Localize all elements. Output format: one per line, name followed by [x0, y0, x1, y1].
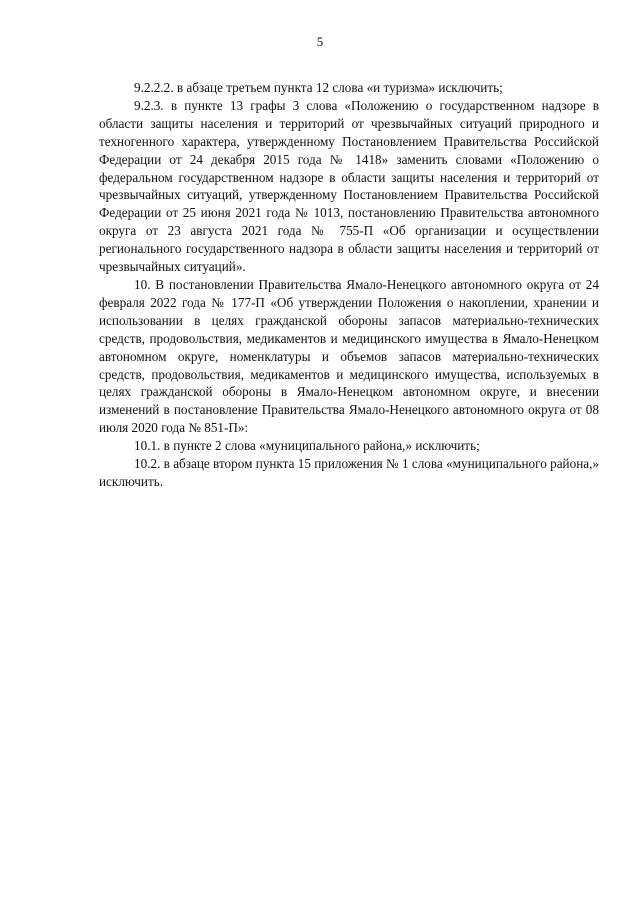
paragraph-10-1: 10.1. в пункте 2 слова «муниципального района,» исключить; [134, 438, 480, 454]
paragraph-9-2-2-2: 9.2.2.2. в абзаце третьем пункта 12 слова «и туризма» исключить; [134, 80, 503, 95]
paragraph-10: 10. В постановлении Правительства Ямало-Ненецкого автономного округа от 24 февраля 2022 года № 177-П «Об утверждении Положения о накоплении, хранении и использовании в целях гражданской обороны запасов материально-технических средств, продовольствия, медикаментов и медицинского имущества в Ямало-Ненецком автономном округе, номенклатуры и объемов запасов материально-технических средств, продовольствия, медикаментов и медицинского имущества, используемых в целях гражданской обороны в Ямало-Ненецком автономном округе, и внесении изменений в постановление Правительства Ямало-Ненецкого автономного округа от 08 июля 2020 года № 851-П»: [99, 276, 599, 436]
document-body [99, 79, 599, 491]
page-number: 5 [316, 34, 324, 49]
paragraph-10-2: 10.2. в абзаце втором пункта 15 приложения № 1 слова «муниципального района,» исключить. [99, 456, 599, 489]
paragraph-9-2-3: 9.2.3. в пункте 13 графы 3 слова «Положению о государственном надзоре в области защиты населения и территорий от чрезвычайных ситуаций природного и техногенного характера, утвержденному Постановлением Правительства Российской Федерации от 24 декабря 2015 года № 1418» заменить словами «Положению о федеральном государственном надзоре в области защиты населения и территорий от чрезвычайных ситуаций, утвержденному Постановлением Правительства Российской Федерации от 25 июня 2021 года № 1013, постановлению Правительства автономного округа от 23 августа 2021 года № 755-П «Об организации и осуществлении регионального государственного надзора в области защиты населения и территорий от чрезвычайных ситуаций». [99, 97, 599, 275]
